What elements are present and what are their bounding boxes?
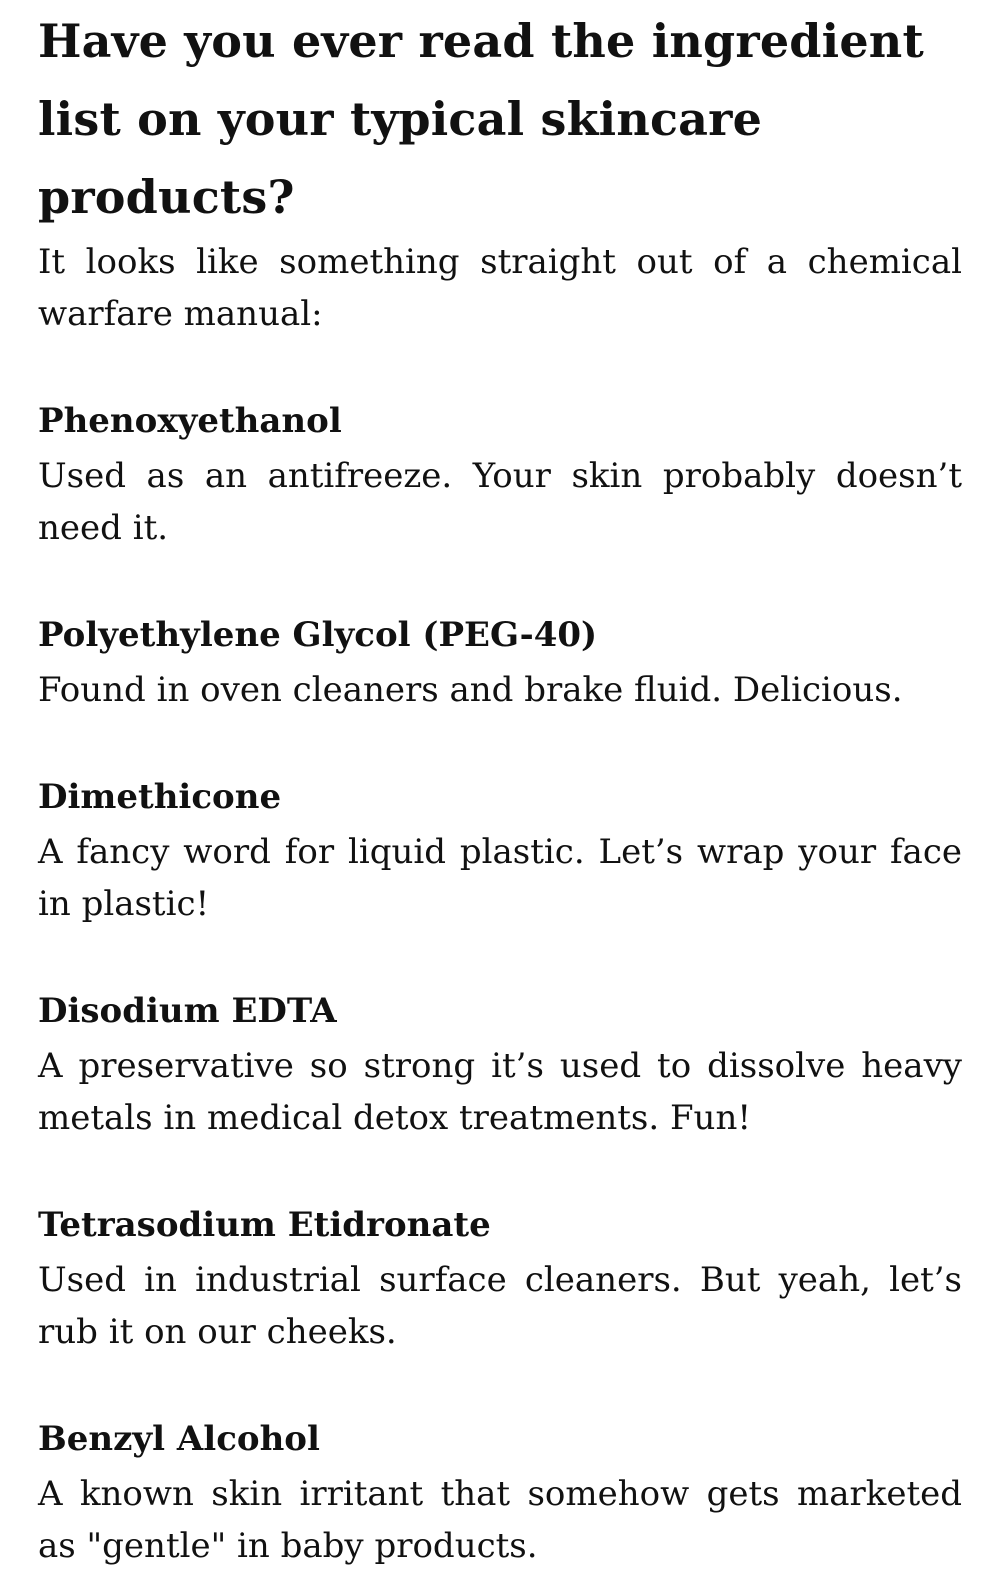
ingredient-name: Dimethicone — [38, 777, 282, 817]
ingredient-name: Polyethylene Glycol (PEG-40) — [38, 615, 598, 655]
ingredient-item-phenoxyethanol — [38, 392, 962, 554]
article-headline: Have you ever read the ingredient list on your typical skincare products? — [38, 14, 924, 224]
ingredient-name: Tetrasodium Etidronate — [38, 1205, 491, 1245]
ingredient-name: Benzyl Alcohol — [38, 1419, 320, 1459]
ingredient-name: Phenoxyethanol — [38, 401, 342, 441]
ingredient-description: Used in industrial surface cleaners. But yeah, let’s rub it on our cheeks. — [38, 1260, 962, 1352]
ingredient-item-benzyl-alcohol — [38, 1410, 962, 1572]
ingredient-item-disodium-edta — [38, 982, 962, 1144]
ingredient-description: A known skin irritant that somehow gets marketed as "gentle" in baby products. — [38, 1474, 962, 1566]
ingredient-description: A fancy word for liquid plastic. Let’s wrap your face in plastic! — [38, 832, 962, 924]
article-intro: It looks like something straight out of a chemical warfare manual: — [38, 242, 962, 334]
ingredient-description: Found in oven cleaners and brake fluid. Delicious. — [38, 670, 903, 710]
ingredient-item-peg-40 — [38, 606, 962, 716]
ingredient-description: A preservative so strong it’s used to dissolve heavy metals in medical detox treatments. Fun! — [38, 1046, 962, 1138]
ingredient-item-tetrasodium-etidronate — [38, 1196, 962, 1358]
ingredient-name: Disodium EDTA — [38, 991, 337, 1031]
ingredient-item-dimethicone — [38, 768, 962, 930]
ingredient-description: Used as an antifreeze. Your skin probably doesn’t need it. — [38, 456, 962, 548]
article — [38, 0, 962, 1572]
